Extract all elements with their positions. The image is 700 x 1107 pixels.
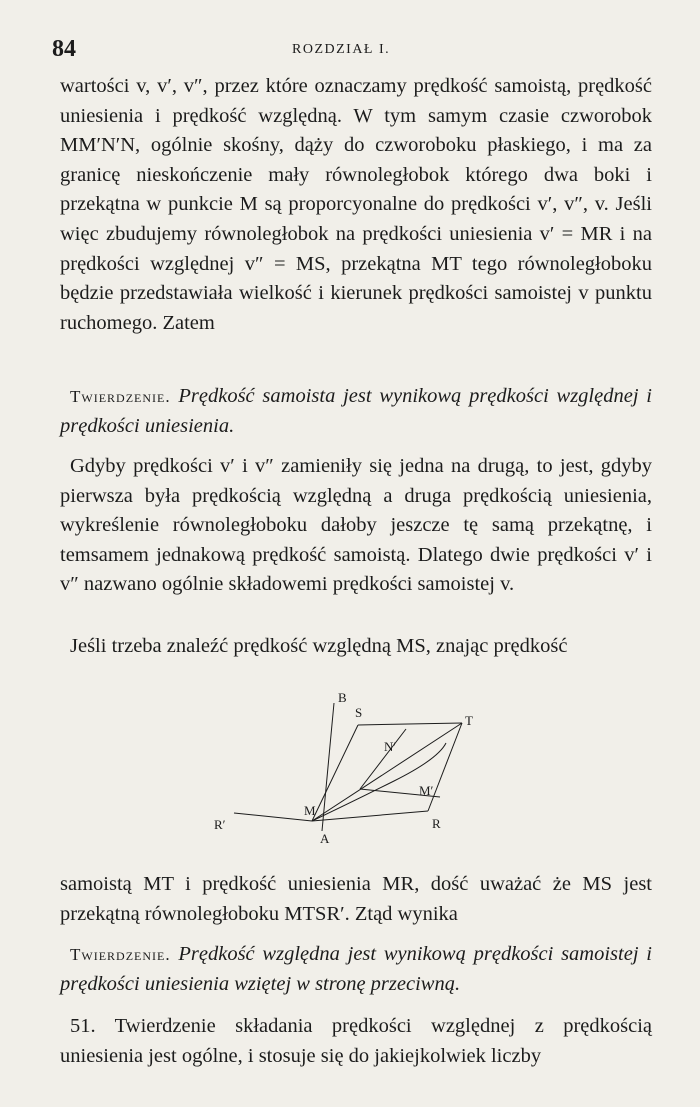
line-m-rprime [234,813,312,821]
paragraph-2 [60,452,652,600]
paragraph-4 [60,870,652,929]
paragraph-5 [60,1012,652,1071]
theorem-1 [60,382,652,441]
label-b: B [338,690,347,705]
label-r: R [432,816,441,831]
label-t: T [465,713,473,728]
theorem-2-text: Prędkość względna jest wynikową prędkości samoistej i prędkości uniesienia wziętej w stronę przeciwną. [60,943,652,995]
label-m-prime: M′ [419,783,434,798]
theorem-1-label: Twierdzenie. [70,387,171,406]
theorem-2 [60,940,652,999]
theorem-2-label: Twierdzenie. [70,945,171,964]
parallelogram-figure [200,683,500,853]
paragraph-5-text: 51. Twierdzenie składania prędkości względnej z prędkością uniesienia jest ogólne, i stosuje się do jakiejkolwiek liczby [60,1015,652,1067]
paragraph-1 [60,72,652,338]
page-header [52,36,648,66]
curve-path [312,743,446,821]
paragraph-1-text: wartości v, v′, v″, przez które oznaczamy prędkość samoistą, prędkość uniesienia i prędkość względną. W tym samym czasie czworobok MM′N′N, ogólnie skośny, dąży do czworoboku płaskiego, i ma za granicę nieskończenie mały równoległobok którego dwa boki i przekątna w punkcie M są proporcyonalne do prędkości v′, v″, v. Jeśli więc zbudujemy równoległobok na prędkości uniesienia v′ = MR i na prędkości względnej v″ = MS, przekątna MT tego równoległoboku będzie przedstawiała wielkość i kierunek prędkości samoistej v punktu ruchomego. Zatem [60,75,652,334]
line-mt [312,723,462,821]
line-ms [312,725,358,821]
label-r-prime: R′ [214,817,226,832]
paragraph-3-text: Jeśli trzeba znaleźć prędkość względną MS, znając prędkość [70,635,568,657]
line-nprime [360,729,406,789]
theorem-1-text: Prędkość samoista jest wynikową prędkości względnej i prędkości uniesienia. [60,385,652,437]
page-number: 84 [52,36,76,62]
label-s: S [355,705,363,720]
running-head: ROZDZIAŁ I. [292,42,391,57]
label-n-prime: N′ [384,739,397,754]
parallelogram-diagram [200,683,500,853]
paragraph-4-text: samoistą MT i prędkość uniesienia MR, dość uważać że MS jest przekątną równoległoboku MTSR′. Ztąd wynika [60,873,652,925]
paragraph-3 [60,632,652,662]
label-a: A [320,831,330,846]
line-st [358,723,462,725]
label-m: M [304,803,316,818]
paragraph-2-text: Gdyby prędkości v′ i v″ zamieniły się jedna na drugą, to jest, gdyby pierwsza była prędkością względną a druga prędkością uniesienia, wykreślenie równoległoboku dałoby jeszcze tę samą przekątnę, i temsamem jednakową prędkość samoistą. Dlatego dwie prędkości v′ i v″ nazwano ogólnie składowemi prędkości samoistej v. [60,455,652,596]
